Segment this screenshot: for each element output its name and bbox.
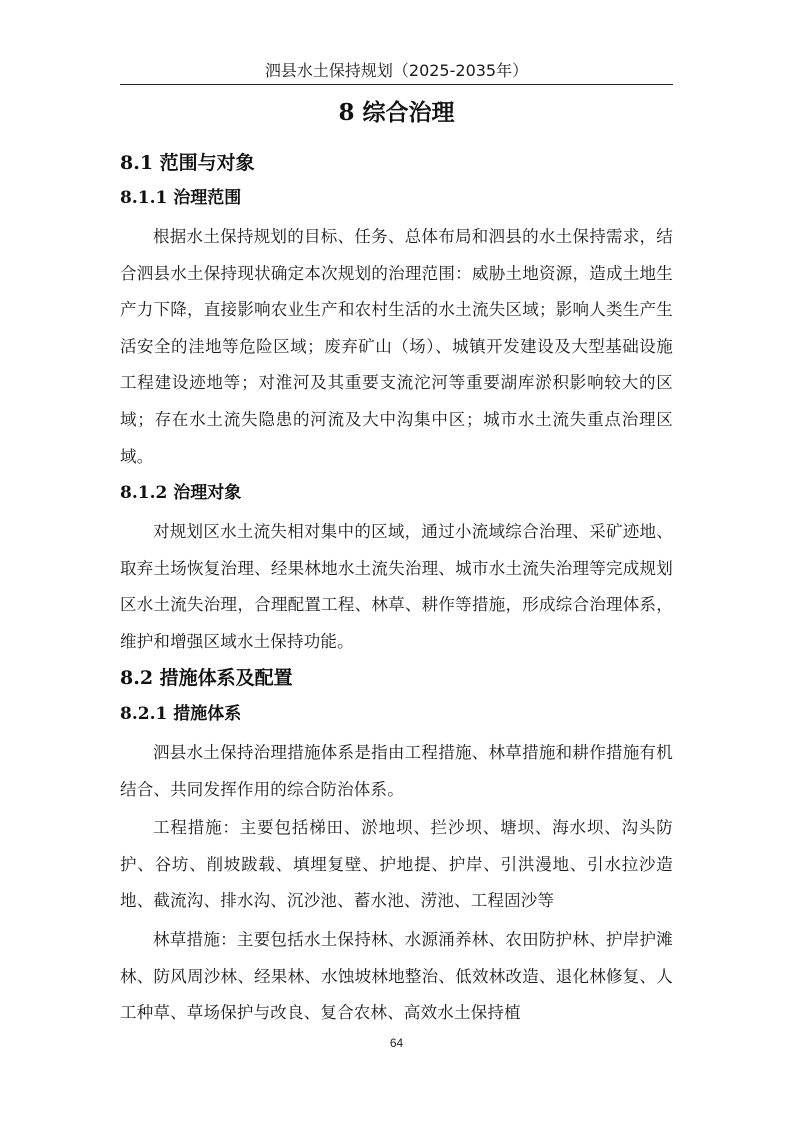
section-8-1-1-paragraph: 根据水土保持规划的目标、任务、总体布局和泗县的水土保持需求，结合泗县水土保持现状确定本次规划的治理范围：威胁土地资源，造成土地生产力下降，直接影响农业生产和农村生活的水土流失区域；影响人类生产生活安全的洼地等危险区域；废弃矿山（场）、城镇开发建设及大型基础设施工程建设迹地等；对淮河及其重要支流沱河等重要湖库淤积影响较大的区域；存在水土流失隐患的河流及大中沟集中区；城市水土流失重点治理区域。 bbox=[120, 227, 673, 466]
section-8-2-1-heading: 8.2.1 措施体系 bbox=[120, 704, 242, 724]
section-8-1-1-heading: 8.1.1 治理范围 bbox=[120, 188, 242, 208]
section-8-1-2-heading: 8.1.2 治理对象 bbox=[120, 483, 242, 503]
chapter-title: 8 综合治理 bbox=[338, 99, 455, 126]
running-header: 泗县水土保持规划（2025-2035年） bbox=[264, 61, 529, 80]
section-8-2-1-paragraph-2: 工程措施：主要包括梯田、淤地坝、拦沙坝、塘坝、海水坝、沟头防护、谷坊、削坡跋载、填埋复壁、护地提、护岸、引洪漫地、引水拉沙造地、截流沟、排水沟、沉沙池、蓄水池、涝池、工程固沙等 bbox=[120, 818, 673, 911]
section-8-1-2-paragraph: 对规划区水土流失相对集中的区域，通过小流域综合治理、采矿迹地、取弃土场恢复治理、经果林地水土流失治理、城市水土流失治理等完成规划区水土流失治理，合理配置工程、林草、耕作等措施，形成综合治理体系，维护和增强区域水土保持功能。 bbox=[120, 522, 673, 651]
section-8-1-heading: 8.1 范围与对象 bbox=[120, 152, 255, 174]
section-8-2-1-paragraph-1: 泗县水土保持治理措施体系是指由工程措施、林草措施和耕作措施有机结合、共同发挥作用的综合防治体系。 bbox=[120, 743, 673, 799]
page-number: 64 bbox=[389, 1036, 404, 1050]
header-rule bbox=[120, 84, 673, 85]
section-8-2-1-paragraph-3: 林草措施：主要包括水土保持林、水源涌养林、农田防护林、护岸护滩林、防风周沙林、经果林、水蚀坡林地整治、低效林改造、退化林修复、人工种草、草场保护与改良、复合农林、高效水土保持植 bbox=[120, 930, 673, 1023]
section-8-2-heading: 8.2 措施体系及配置 bbox=[120, 667, 293, 689]
